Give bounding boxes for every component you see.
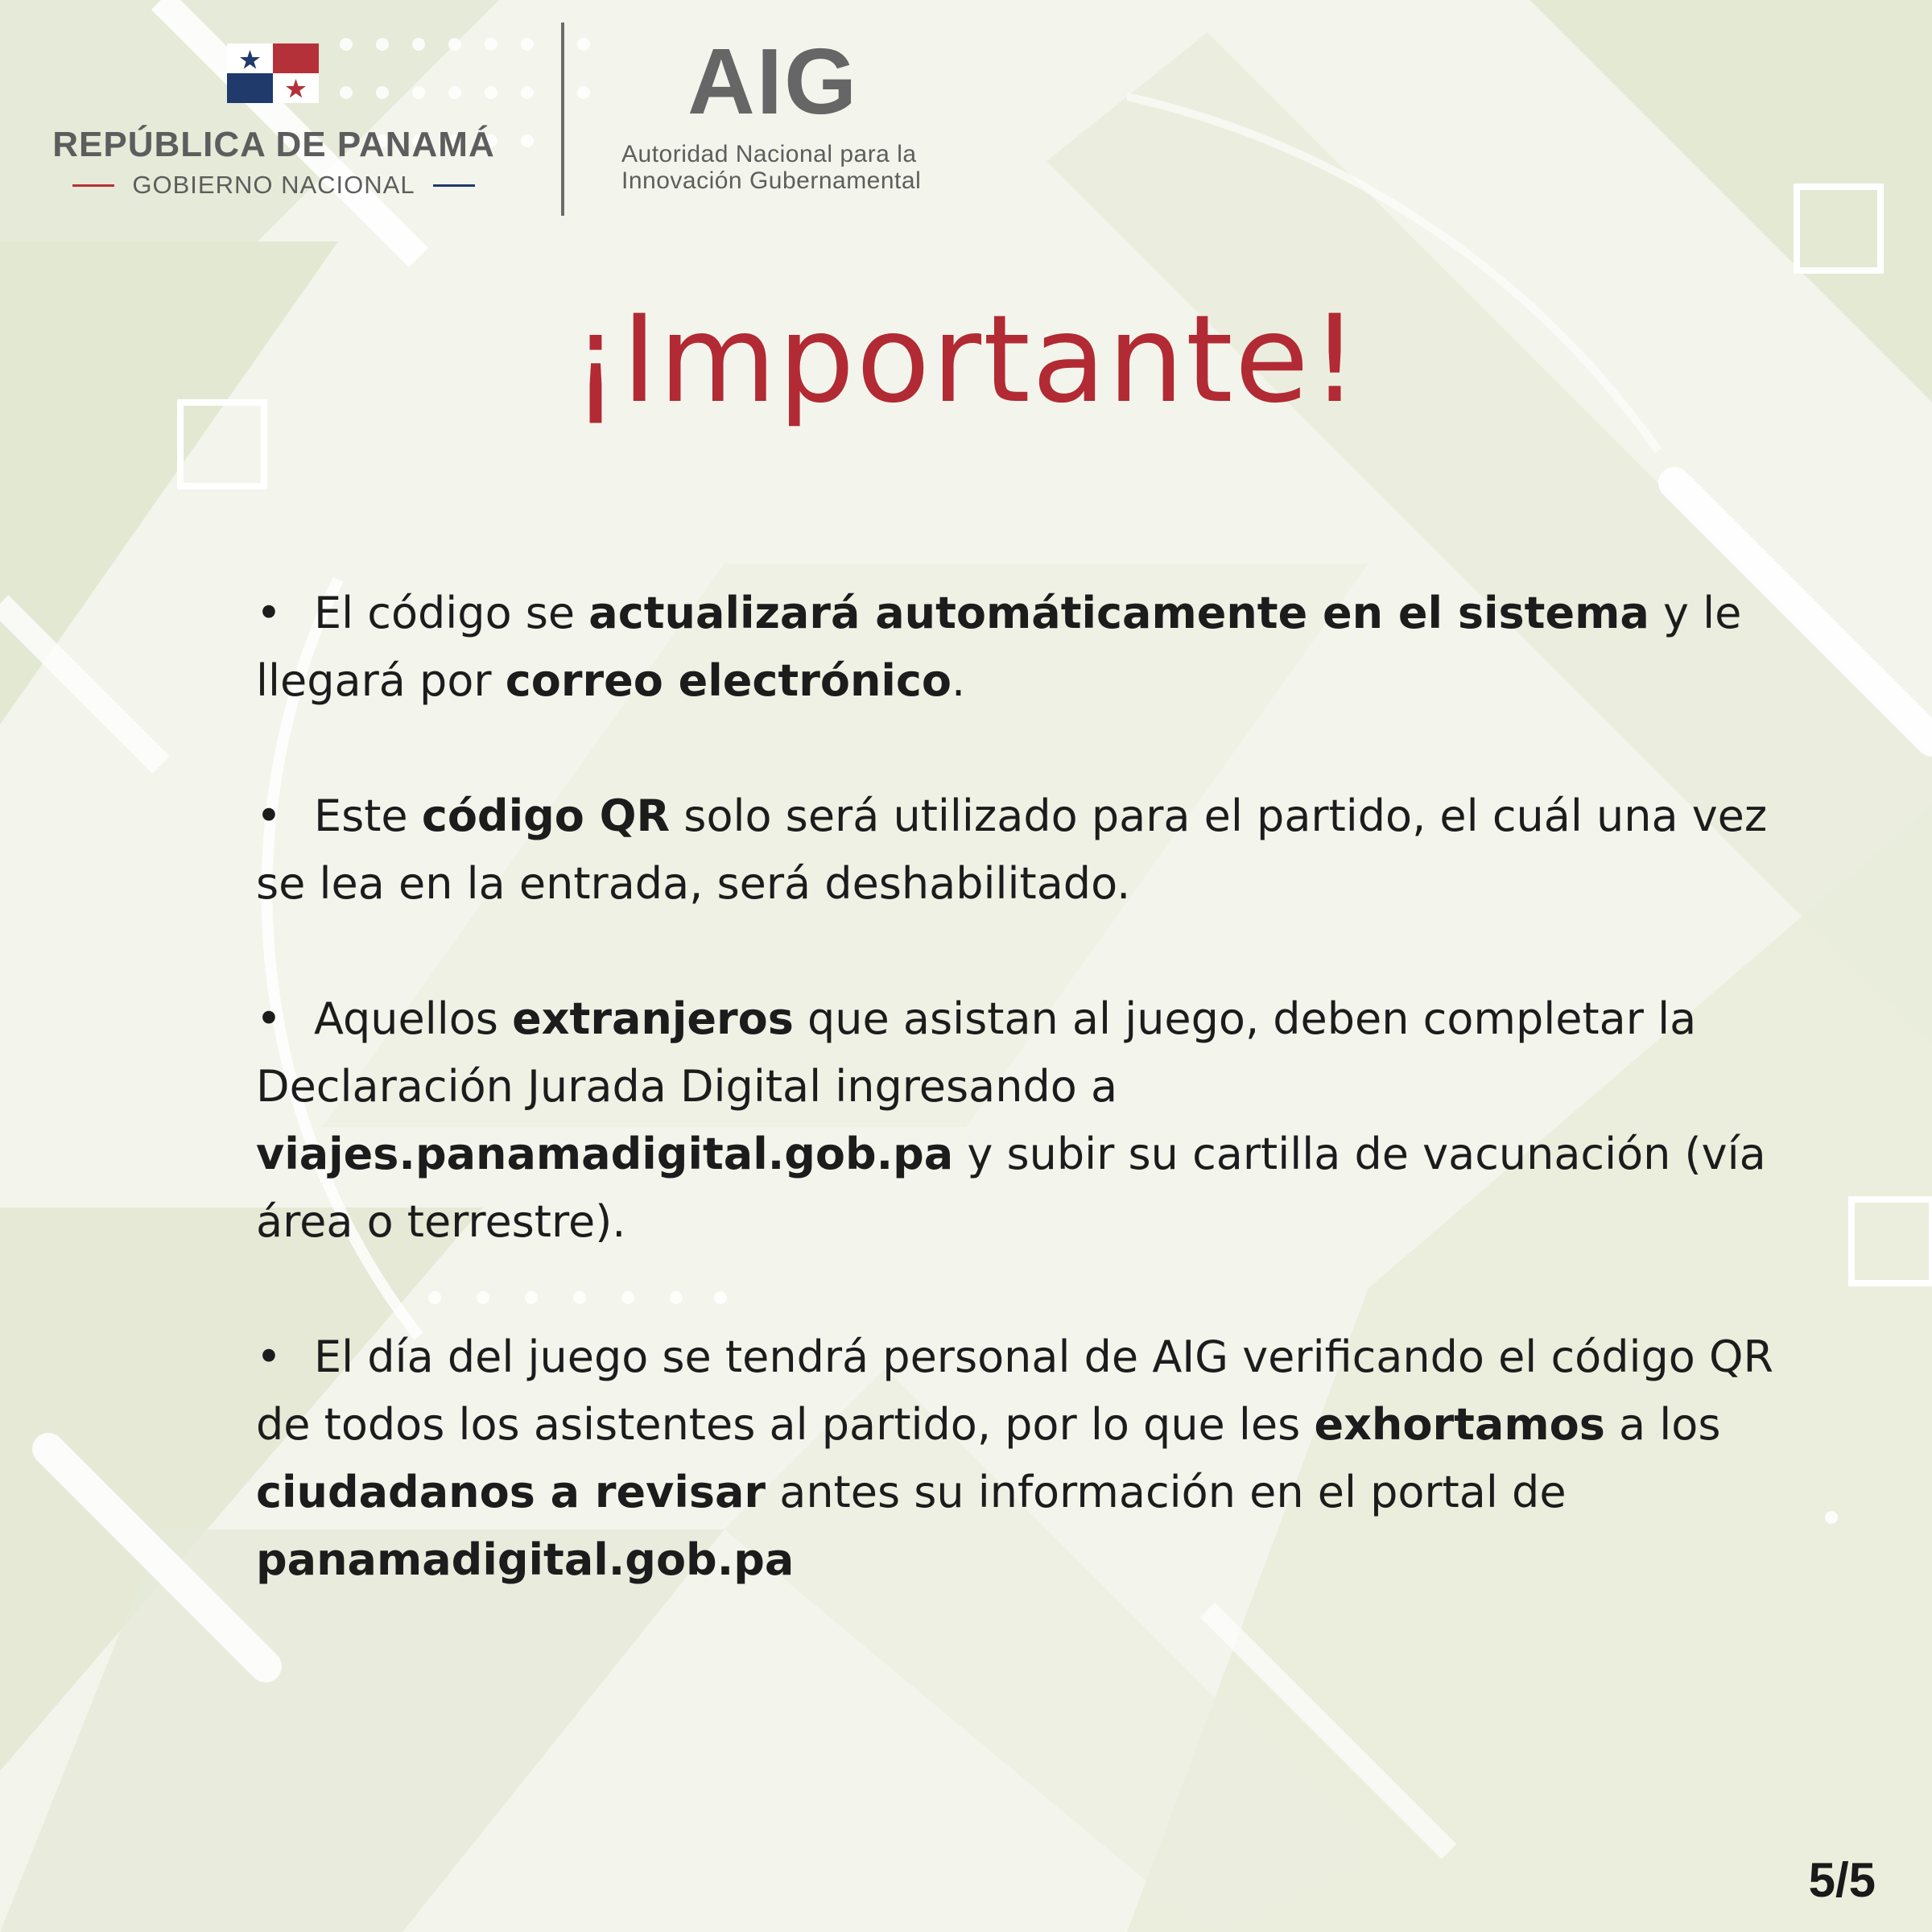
government-subtitle-row [32, 171, 515, 200]
agency-branding [620, 29, 990, 201]
government-subtitle: GOBIERNO NACIONAL [132, 171, 415, 199]
note-text: y le llegará por [256, 588, 1742, 706]
subtitle-right-rule [433, 184, 475, 187]
note-text: El día del juego se tendrá personal de AIG verificando el código QR de todos los asistentes al partido, por lo que les [256, 1331, 1773, 1450]
government-title: REPÚBLICA DE PANAMÁ [52, 125, 495, 164]
note-emphasis: correo electrónico [505, 655, 952, 706]
note-emphasis: extranjeros [512, 993, 794, 1044]
bullet-marker: • [256, 588, 282, 638]
list-item [256, 782, 1785, 918]
important-notes-list [256, 580, 1785, 1662]
note-emphasis: exhortamos [1314, 1399, 1605, 1450]
government-branding [32, 40, 515, 201]
subtitle-left-rule [72, 184, 114, 187]
list-item [256, 580, 1785, 715]
bullet-marker: • [256, 993, 282, 1044]
aig-logo: AIG [687, 29, 859, 134]
travel-portal-url: viajes.panamadigital.gob.pa [256, 1129, 954, 1179]
note-text: que asistan al juego, deben completar la Declaración Jurada Digital ingresando a [256, 993, 1697, 1112]
agency-name-line1: Autoridad Nacional para la [621, 141, 917, 167]
note-text: Aquellos [314, 993, 513, 1044]
note-text: antes su información en el portal de [766, 1467, 1567, 1517]
note-text: El código se [314, 588, 589, 638]
note-text: a los [1604, 1399, 1721, 1450]
agency-name-line2: Innovación Gubernamental [621, 167, 922, 194]
note-emphasis: código QR [421, 791, 671, 841]
page-indicator: 5/5 [1808, 1853, 1876, 1907]
header-divider [561, 23, 564, 216]
bullet-marker: • [256, 791, 282, 841]
page-title: ¡Importante! [571, 290, 1361, 430]
bullet-marker: • [256, 1331, 282, 1382]
panama-flag-icon [227, 43, 319, 103]
note-text: solo será utilizado para el partido, el cuál una vez se lea en la entrada, será deshabilitado. [256, 791, 1768, 909]
note-text: . [952, 655, 966, 706]
list-item [256, 1323, 1785, 1594]
list-item [256, 985, 1785, 1256]
note-text: y subir su cartilla de vacunación (vía área o terrestre). [256, 1129, 1766, 1247]
portal-url: panamadigital.gob.pa [256, 1534, 795, 1585]
note-emphasis: ciudadanos a revisar [256, 1467, 766, 1517]
note-text: Este [314, 791, 422, 841]
note-emphasis: actualizará automáticamente en el sistema [588, 588, 1649, 638]
